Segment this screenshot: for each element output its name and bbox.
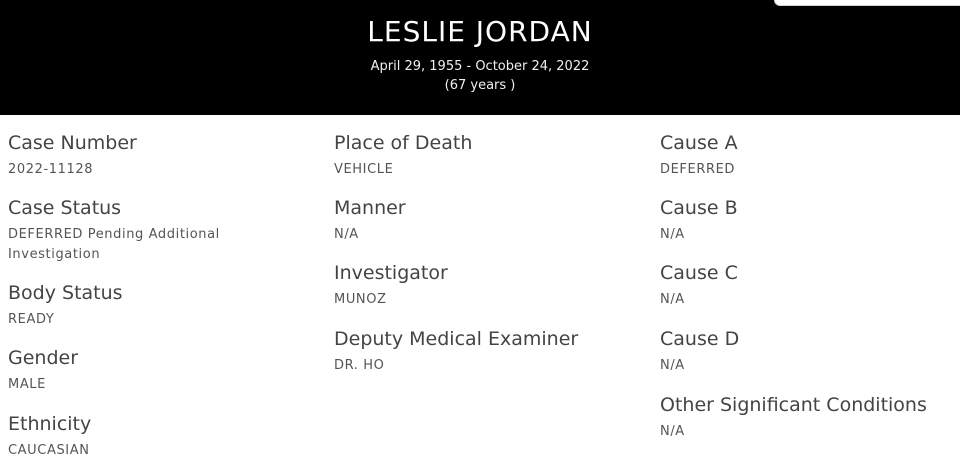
- place-of-death-field: [334, 130, 634, 180]
- cause-d-field: [660, 326, 958, 376]
- body-status-field: [8, 280, 308, 330]
- field-label: Cause C: [660, 262, 738, 284]
- field-value: DEFERRED Pending Additional Investigation: [8, 227, 220, 262]
- field-value: READY: [8, 312, 55, 327]
- field-label: Place of Death: [334, 132, 473, 154]
- field-label: Ethnicity: [8, 413, 92, 435]
- field-value: 2022-11128: [8, 162, 94, 177]
- decedent-name: LESLIE JORDAN: [367, 15, 593, 48]
- ethnicity-field: [8, 411, 308, 461]
- cause-c-field: [660, 260, 958, 310]
- field-value: DR. HO: [334, 358, 385, 373]
- investigator-field: [334, 260, 634, 310]
- field-label: Cause D: [660, 328, 740, 350]
- age-at-death: (67 years ): [444, 78, 516, 93]
- field-label: Manner: [334, 197, 406, 219]
- field-value: CAUCASIAN: [8, 443, 90, 458]
- field-label: Case Number: [8, 132, 137, 154]
- deputy-medical-examiner-field: [334, 326, 634, 376]
- field-label: Cause B: [660, 197, 738, 219]
- field-label: Gender: [8, 347, 79, 369]
- life-dates: April 29, 1955 - October 24, 2022: [370, 59, 590, 74]
- manner-field: [334, 195, 634, 245]
- field-value: VEHICLE: [334, 162, 394, 177]
- field-label: Investigator: [334, 262, 448, 284]
- field-label: Body Status: [8, 282, 123, 304]
- field-label: Case Status: [8, 197, 122, 219]
- field-value: MUNOZ: [334, 292, 387, 307]
- field-label: Other Significant Conditions: [660, 394, 927, 416]
- field-value: DEFERRED: [660, 162, 736, 177]
- cause-a-field: [660, 130, 958, 180]
- cause-b-field: [660, 195, 958, 245]
- overlay-tab[interactable]: [774, 0, 960, 6]
- case-number-field: [8, 130, 308, 180]
- field-value: N/A: [334, 227, 359, 242]
- field-value: MALE: [8, 377, 46, 392]
- other-significant-conditions-field: [660, 392, 958, 442]
- field-label: Cause A: [660, 132, 738, 154]
- field-label: Deputy Medical Examiner: [334, 328, 579, 350]
- gender-field: [8, 345, 308, 395]
- field-value: N/A: [660, 292, 685, 307]
- decedent-header: [0, 0, 960, 115]
- case-status-field: [8, 195, 308, 265]
- field-value: N/A: [660, 358, 685, 373]
- field-value: N/A: [660, 424, 685, 439]
- field-value: N/A: [660, 227, 685, 242]
